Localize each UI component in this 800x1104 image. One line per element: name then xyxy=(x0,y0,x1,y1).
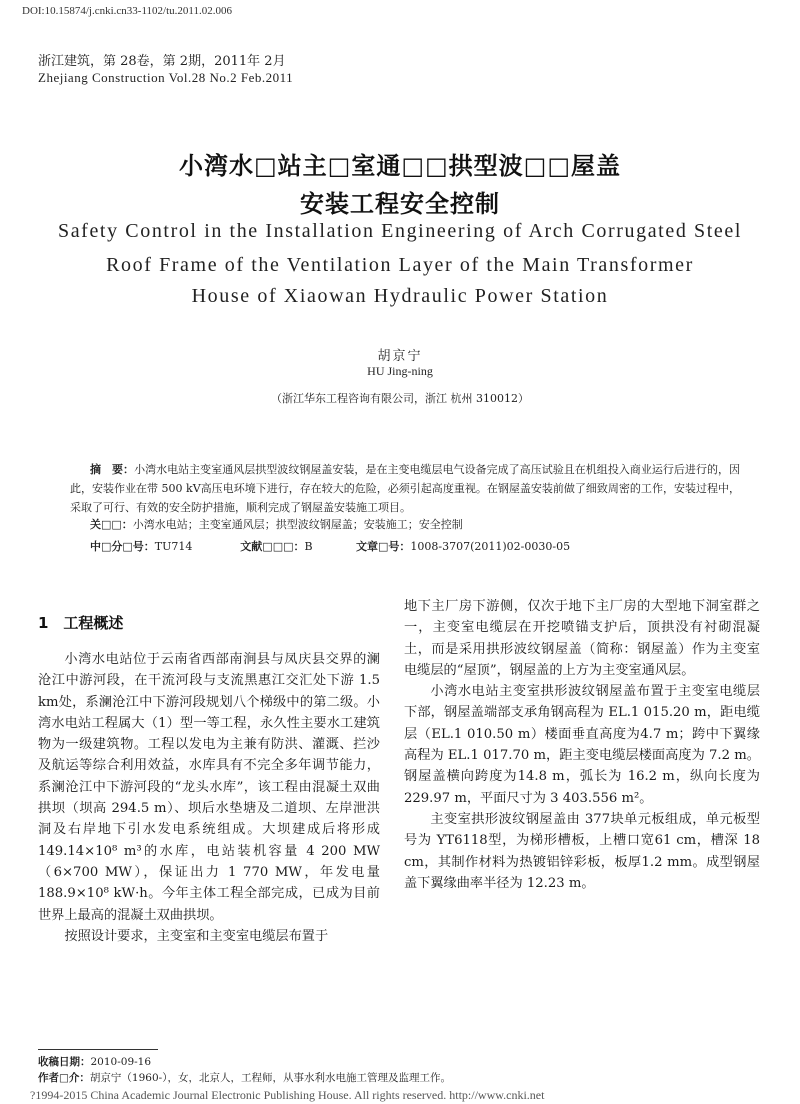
keywords xyxy=(90,516,463,532)
author-name-en: HU Jing-ning xyxy=(367,364,433,378)
journal-info-cn: 浙江建筑，第 28卷，第 2期，2011年 2月 xyxy=(38,54,286,69)
title-en-line-3: House of Xiaowan Hydraulic Power Station xyxy=(191,285,609,307)
doc-code-label: 文献□□□： xyxy=(240,540,305,553)
title-line-1: 小湾水□站主□室通□□拱型波□□屋盖 xyxy=(178,152,622,180)
doc-code-value: B xyxy=(304,540,313,553)
classification-line xyxy=(90,538,570,554)
title-line-2: 安装工程安全控制 xyxy=(300,190,500,218)
body-paragraph: 主变室拱形波纹钢屋盖由 377块单元板组成，单元板型号为 YT6118型，为梯形槽板，上槽口宽61 cm，槽深 18 cm，其制作材料为热镀铝锌彩板，板厚1.2 mm。成型钢屋盖下翼缘曲率半径为 12.23 m。 xyxy=(404,811,760,891)
article-number-label: 文章□号： xyxy=(355,540,411,553)
section-heading: 1 工程概述 xyxy=(38,614,124,632)
body-paragraph: 小湾水电站主变室拱形波纹钢屋盖布置于主变室电缆层下部，钢屋盖端部支承角钢高程为 EL.1 015.20 m，距电缆层（EL.1 010.50 m）楼面垂直高度为4.7 m；跨中下翼缘高程为 EL.1 017.70 m，距主变电缆层楼面高度为 7.2 m。钢屋盖横向跨度为14.8 m，弧长为 16.2 m，纵向长度为 229.97 m，平面尺寸为 3 403.556 m²。 xyxy=(404,684,760,806)
abstract-text: 小湾水电站主变室通风层拱型波纹钢屋盖安装，是在主变电缆层电气设备完成了高压试验且在机组投入商业运行后进行的，因此，安装作业在带 500 kV高压电环境下进行，存在较大的危险，必须引起高度重视。在钢屋盖安装前做了细致周密的工作，安装过程中，采取了可行、有效的安全防护措施，顺利完成了钢屋盖安装施工项目。 xyxy=(70,463,741,514)
keywords-label: 关□□： xyxy=(90,518,133,531)
body-paragraph: 地下主厂房下游侧，仅次于地下主厂房的大型地下洞室群之一，主变室电缆层在开挖喷锚支护后，顶拱没有衬砌混凝土，而是采用拱形波纹钢屋盖（简称：钢屋盖）作为主变室电缆层的“屋顶”，钢屋盖的上方为主变室通风层。 xyxy=(404,599,760,678)
title-en-line-2: Roof Frame of the Ventilation Layer of the Main Transformer xyxy=(106,254,694,276)
abstract xyxy=(70,460,740,517)
article-number-value: 1008-3707(2011)02-0030-05 xyxy=(410,540,571,553)
left-column xyxy=(38,649,380,947)
right-column xyxy=(404,596,760,894)
author-bio-label: 作者□介： xyxy=(38,1072,90,1084)
abstract-label: 摘 要： xyxy=(90,463,135,476)
title-en-line-1: Safety Control in the Installation Engineering of Arch Corrugated Steel xyxy=(57,220,743,242)
author-bio-text: 胡京宁（1960-），女，北京人，工程师，从事水利水电施工管理及监理工作。 xyxy=(89,1072,451,1084)
clc-value: TU714 xyxy=(154,540,193,553)
keywords-text: 小湾水电站；主变室通风层；拱型波纹钢屋盖；安装施工；安全控制 xyxy=(132,518,463,531)
doi-line: DOI:10.15874/j.cnki.cn33-1102/tu.2011.02.006 xyxy=(22,5,232,17)
footnote-divider xyxy=(38,1049,158,1050)
body-paragraph: 按照设计要求，主变室和主变室电缆层布置于 xyxy=(64,928,329,944)
clc-label: 中□分□号： xyxy=(90,540,155,553)
author-bio xyxy=(38,1070,451,1085)
journal-info-en: Zhejiang Construction Vol.28 No.2 Feb.2011 xyxy=(38,70,294,85)
author-name-cn: 胡京宁 xyxy=(377,349,423,364)
copyright-footer: ?1994-2015 China Academic Journal Electronic Publishing House. All rights reserved. http://www.cnki.net xyxy=(30,1088,545,1102)
received-value: 2010-09-16 xyxy=(90,1056,152,1068)
received-date xyxy=(38,1054,151,1069)
body-paragraph: 小湾水电站位于云南省西部南涧县与凤庆县交界的澜沧江中游河段，在干流河段与支流黑惠江交汇处下游 1.5 km处，系澜沧江中下游河段规划八个梯级中的第二级。小湾水电站工程属大（1）型一等工程，永久性主要水工建筑物为一级建筑物。工程以发电为主兼有防洪、灌溉、拦沙及航运等综合利用效益，水库具有不完全多年调节能力，系澜沧江中下游河段的“龙头水库”，该工程由混凝土双曲拱坝（坝高 294.5 m）、坝后水垫塘及二道坝、左岸泄洪洞及右岸地下引水发电系统组成。大坝建成后将形成 149.14×10⁸ m³的水库，电站装机容量 4 200 MW（6×700 MW），保证出力 1 770 MW，年发电量 188.9×10⁸ kW·h。今年主体工程全部完成，已成为目前世界上最高的混凝土双曲拱坝。 xyxy=(38,652,380,923)
received-label: 收稿日期： xyxy=(38,1056,91,1068)
author-affiliation: （浙江华东工程咨询有限公司，浙江 杭州 310012） xyxy=(271,392,529,405)
